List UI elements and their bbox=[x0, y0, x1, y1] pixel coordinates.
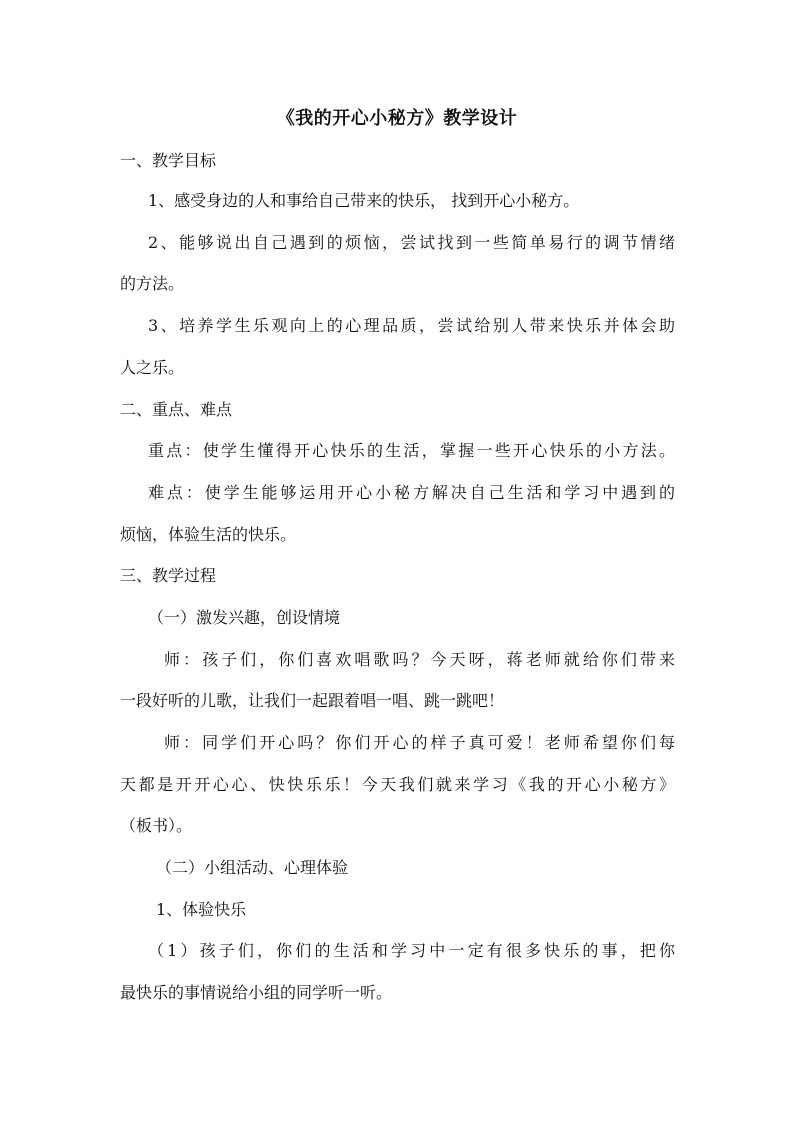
paragraph-line: 的方法。 bbox=[120, 274, 185, 293]
paragraph-line: 3、培养学生乐观向上的心理品质，尝试给别人带来快乐并体会助 bbox=[148, 316, 675, 335]
document-title: 《我的开心小秘方》教学设计 bbox=[276, 108, 518, 129]
paragraph-line: （板书）。 bbox=[120, 816, 193, 835]
section-heading-key-points: 二、重点、难点 bbox=[120, 400, 233, 419]
section-heading-objectives: 一、教学目标 bbox=[120, 151, 217, 170]
paragraph-line: 重点：使学生懂得开心快乐的生活，掌握一些开心快乐的小方法。 bbox=[148, 441, 675, 460]
paragraph-line: 天都是开开心心、快快乐乐！今天我们就来学习《我的开心小秘方》 bbox=[120, 775, 675, 794]
paragraph-line: 师：同学们开心吗？你们开心的样子真可爱！老师希望你们每 bbox=[164, 733, 675, 752]
paragraph-line: 难点：使学生能够运用开心小秘方解决自己生活和学习中遇到的 bbox=[148, 483, 675, 502]
paragraph-line: 烦恼，体验生活的快乐。 bbox=[120, 525, 297, 544]
paragraph-line: 人之乐。 bbox=[120, 358, 185, 377]
paragraph-line: 一段好听的儿歌，让我们一起跟着唱一唱、跳一跳吧！ bbox=[120, 691, 505, 710]
paragraph-line: 师：孩子们，你们喜欢唱歌吗？今天呀，蒋老师就给你们带来 bbox=[164, 650, 675, 669]
section-heading-process: 三、教学过程 bbox=[120, 566, 217, 585]
paragraph-line: （1）孩子们，你们的生活和学习中一定有很多快乐的事，把你 bbox=[148, 941, 675, 960]
subsection-heading: （二）小组活动、心理体验 bbox=[156, 858, 349, 877]
subsection-heading: （一）激发兴趣，创设情境 bbox=[148, 608, 341, 627]
paragraph-line: 2、能够说出自己遇到的烦恼，尝试找到一些简单易行的调节情绪 bbox=[148, 233, 675, 252]
paragraph-line: 1、体验快乐 bbox=[156, 900, 247, 919]
paragraph-line: 1、感受身边的人和事给自己带来的快乐， 找到开心小秘方。 bbox=[148, 191, 580, 210]
paragraph-line: 最快乐的事情说给小组的同学听一听。 bbox=[120, 983, 393, 1002]
